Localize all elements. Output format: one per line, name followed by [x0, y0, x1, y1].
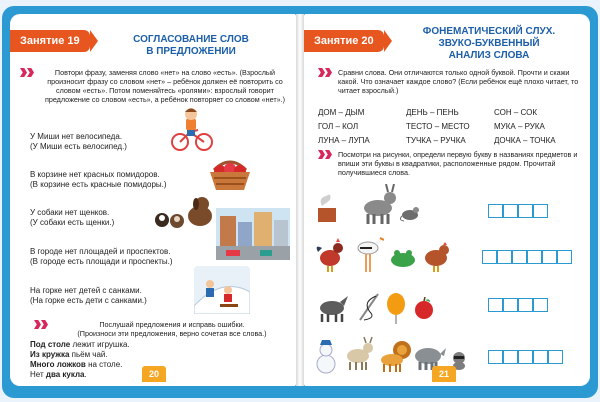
donkey-illustration — [358, 184, 398, 226]
sentence-pair: На горке нет детей с санками. (На горке есть дети с санками.) — [30, 286, 147, 305]
right-page — [304, 14, 590, 386]
word-pairs-row — [318, 134, 582, 148]
sentence-pair: В корзине нет красных помидоров. (В корзине есть красные помидоры.) — [30, 170, 167, 189]
stork-illustration — [350, 232, 384, 272]
sentence-pair: У собаки нет щенков. (У собаки есть щенки.) — [30, 208, 115, 227]
answer-box[interactable] — [497, 250, 512, 264]
lesson-badge: Занятие 19 — [10, 30, 90, 52]
title-line: ФОНЕМАТИЧЕСКИЙ СЛУХ. — [422, 26, 556, 37]
word-pairs-row — [318, 120, 582, 134]
answer-box[interactable] — [488, 298, 503, 312]
answer-box[interactable] — [533, 298, 548, 312]
kids-sledding-illustration — [194, 266, 250, 314]
arrow-icon — [318, 150, 334, 159]
error-sentence: Много ложков на столе. — [30, 360, 123, 369]
word-pair: ГОЛ – КОЛ — [318, 122, 359, 131]
lesson-badge: Занятие 20 — [304, 30, 384, 52]
answer-boxes[interactable] — [488, 350, 563, 364]
error-sentence: Из кружка пьём чай. — [30, 350, 108, 359]
goat-illustration — [342, 336, 376, 372]
error-sentence: Нет два кукла. — [30, 370, 87, 379]
page-title — [106, 34, 276, 58]
wolf-illustration — [314, 288, 350, 322]
frog-illustration — [388, 246, 418, 270]
hen-illustration — [420, 242, 452, 272]
answer-box[interactable] — [503, 204, 518, 218]
word-pair: ЛУНА – ЛУПА — [318, 136, 370, 145]
answer-box[interactable] — [488, 204, 503, 218]
sentence-pair: В городе нет площадей и проспектов. (В городе есть площади и проспекты.) — [30, 247, 173, 266]
exercise-instruction: Повтори фразу, заменяя слово «нет» на слово «есть». (Взрослый произносит фразу со словом «нет» – ребёнок должен её повторить со словом «есть». Потом поменяйтесь «ролями»: взрослый говорит предложение со словом «есть», а ребёнок повторяет со словом «нет».) — [40, 68, 290, 104]
error-sentence: Под столе лежит игрушка. — [30, 340, 130, 349]
word-pairs-row — [318, 106, 582, 120]
title-line: В ПРЕДЛОЖЕНИИ — [146, 46, 236, 57]
left-page — [10, 14, 296, 386]
word-pair: МУКА – РУКА — [494, 122, 545, 131]
exercise-instruction: Посмотри на рисунки, определи первую букву в названиях предметов и впиши эти буквы в квадратики, расположенные рядом. Прочитай получившиеся слова. — [338, 150, 582, 177]
answer-box[interactable] — [518, 298, 533, 312]
answer-box[interactable] — [542, 250, 557, 264]
answer-boxes[interactable] — [488, 204, 548, 218]
word-pair: ДЕНЬ – ПЕНЬ — [406, 108, 459, 117]
exercise-instruction: Послушай предложения и исправь ошибки. (Произноси эти предложения, верно сочетая все слова.) — [54, 320, 290, 338]
answer-box[interactable] — [533, 204, 548, 218]
book-spine — [296, 14, 304, 386]
page-number: 21 — [432, 366, 456, 382]
word-pair: ДОЧКА – ТОЧКА — [494, 136, 556, 145]
word-pairs-grid — [318, 106, 582, 148]
chimney-smoke-illustration — [314, 190, 340, 226]
answer-box[interactable] — [533, 350, 548, 364]
answer-boxes[interactable] — [488, 298, 548, 312]
answer-box[interactable] — [557, 250, 572, 264]
arrow-icon — [20, 68, 36, 77]
answer-box[interactable] — [518, 350, 533, 364]
answer-box[interactable] — [527, 250, 542, 264]
answer-box[interactable] — [548, 350, 563, 364]
page-number: 20 — [142, 366, 166, 382]
word-pair: ДОМ – ДЫМ — [318, 108, 365, 117]
city-street-illustration — [216, 208, 290, 260]
answer-box[interactable] — [518, 204, 533, 218]
exercise-instruction: Сравни слова. Они отличаются только одной буквой. Прочти и скажи какой. Что означает каждое слово? (Если ребёнок ещё плохо читает, то читает взрослый.) — [338, 68, 582, 95]
answer-box[interactable] — [488, 350, 503, 364]
answer-box[interactable] — [512, 250, 527, 264]
answer-box[interactable] — [482, 250, 497, 264]
word-pair: СОН – СОК — [494, 108, 537, 117]
mouse-illustration — [400, 204, 422, 222]
word-pair: ТУЧКА – РУЧКА — [406, 136, 466, 145]
arrow-icon — [318, 68, 334, 77]
word-pair: ТЕСТО – МЕСТО — [406, 122, 470, 131]
snowman-illustration — [314, 340, 338, 374]
title-line: ЗВУКО-БУКВЕННЫЙ — [438, 38, 540, 49]
page-title — [404, 26, 574, 62]
needle-and-thread-illustration — [356, 292, 382, 322]
boy-on-bicycle-illustration — [170, 106, 214, 152]
answer-box[interactable] — [503, 298, 518, 312]
dog-with-puppies-illustration — [150, 194, 218, 230]
answer-boxes[interactable] — [482, 250, 572, 264]
balloon-illustration — [384, 292, 408, 324]
rooster-illustration — [314, 238, 346, 272]
arrow-icon — [34, 320, 50, 329]
title-line: АНАЛИЗ СЛОВА — [448, 50, 530, 61]
apple-illustration — [412, 296, 436, 320]
basket-of-tomatoes-illustration — [206, 154, 254, 192]
sentence-pair: У Миши нет велосипеда. (У Миши есть велосипед.) — [30, 132, 127, 151]
title-line: СОГЛАСОВАНИЕ СЛОВ — [133, 34, 249, 45]
lion-illustration — [378, 338, 412, 372]
answer-box[interactable] — [503, 350, 518, 364]
